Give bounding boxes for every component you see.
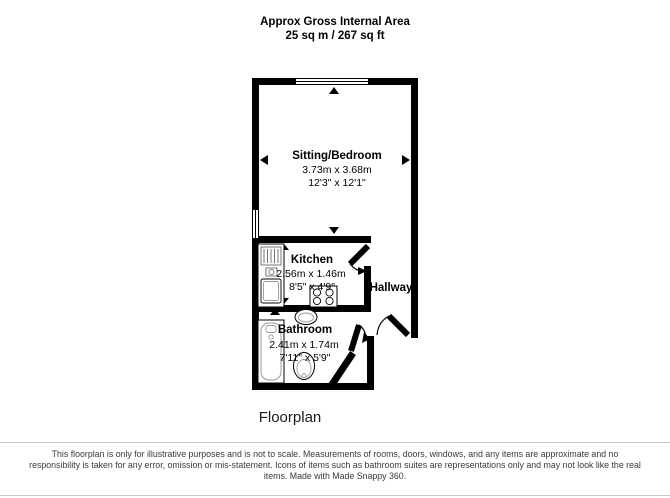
door-entrance	[377, 316, 408, 335]
wall-bottom	[252, 383, 374, 390]
disclaimer-text: This floorplan is only for illustrative purposes and is not to scale. Measurements of rooms, doors, windows, and any items are approximate and no responsibility is taken for any error, omission or mis-statement. Icons of items such as bathroom suites are representations only and may not look like the real items. Made with Made Snappy 360.	[29, 449, 641, 481]
wall-right	[411, 78, 418, 338]
arrow-sitting-left	[260, 155, 268, 165]
room-label-sitting-bedroom: Sitting/Bedroom	[292, 150, 382, 162]
arrow-sitting-down	[329, 227, 339, 234]
room-dims-ft-bathroom: 7'11" x 5'9"	[279, 352, 331, 364]
room-dims-ft-sitting-bedroom: 12'3" x 12'1"	[308, 177, 366, 189]
room-dims-ft-kitchen: 8'5" x 4'9"	[289, 281, 335, 293]
title-line1: Approx Gross Internal Area	[260, 16, 410, 28]
room-dims-m-kitchen: 2.56m x 1.46m	[276, 268, 346, 280]
wall-hallway-step	[367, 336, 374, 390]
wash-basin-icon	[295, 310, 317, 325]
door-kitchen	[350, 246, 368, 275]
arrow-sitting-right	[402, 155, 410, 165]
room-dims-m-bathroom: 2.41m x 1.74m	[269, 339, 339, 351]
arrow-window-up	[329, 87, 339, 94]
page-bottom-border	[0, 495, 670, 496]
room-label-hallway: Hallway	[369, 282, 413, 294]
wall-sitting-bottom	[252, 236, 371, 243]
window-left	[252, 210, 259, 238]
window-top	[296, 78, 368, 85]
title-line2: 25 sq m / 267 sq ft	[285, 29, 385, 42]
disclaimer-top-divider	[0, 442, 670, 443]
floorplan-caption: Floorplan	[258, 409, 322, 426]
room-label-kitchen: Kitchen	[290, 254, 334, 266]
room-label-bathroom: Bathroom	[277, 324, 333, 336]
wall-bathroom-chamfer	[331, 353, 353, 386]
room-dims-m-sitting-bedroom: 3.73m x 3.68m	[302, 164, 372, 176]
